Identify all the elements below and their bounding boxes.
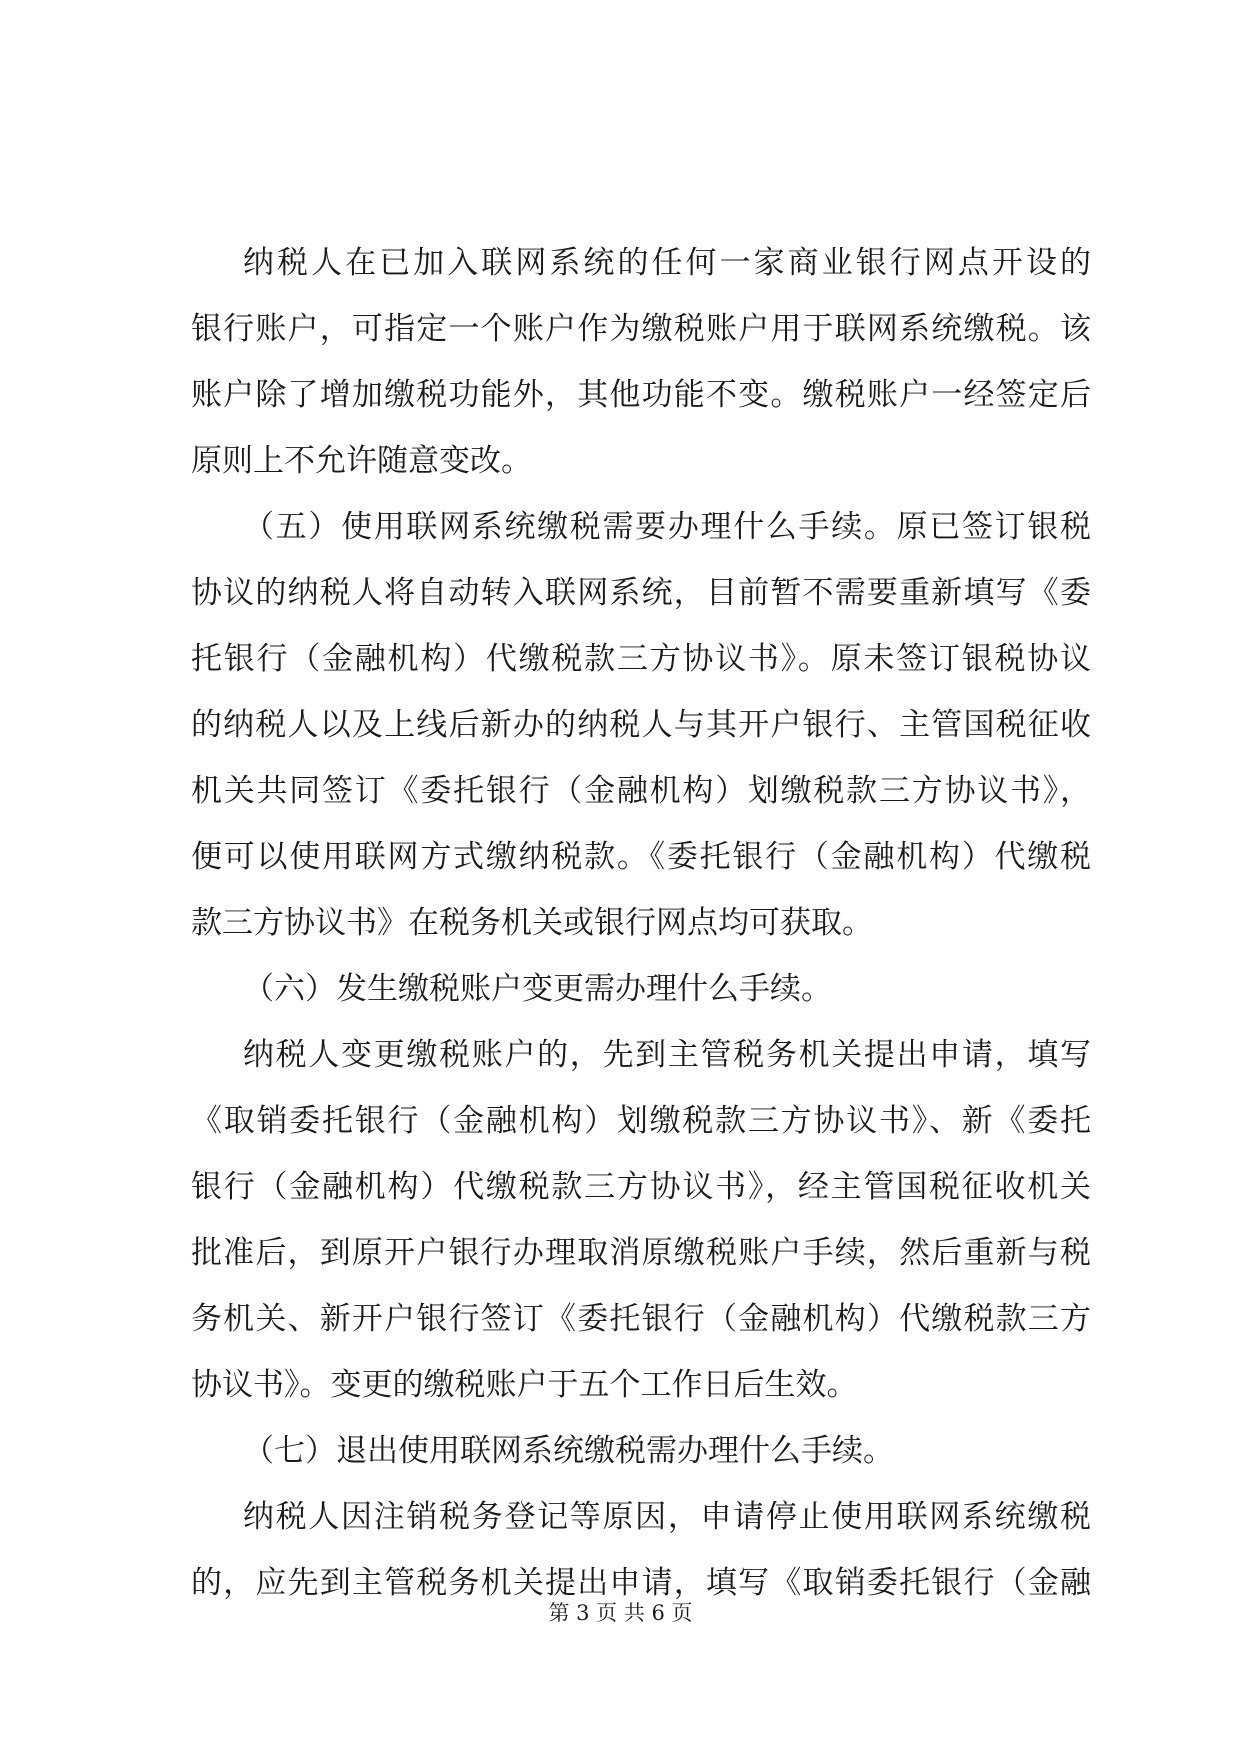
text-line: 原则上不允许随意变改。: [191, 443, 532, 479]
text-line: 机关共同签订《委托银行（金融机构）划缴税款三方协议书》，: [191, 773, 1091, 809]
text-line: 便可以使用联网方式缴纳税款。《委托银行（金融机构）代缴税: [191, 839, 1091, 875]
text-line: 款三方协议书》在税务机关或银行网点均可获取。: [191, 905, 873, 941]
text-line: 纳税人变更缴税账户的，先到主管税务机关提出申请，填写: [243, 1037, 1091, 1073]
text-line: 的，应先到主管税务机关提出申请，填写《取销委托银行（金融: [191, 1565, 1091, 1601]
section-heading: （六）发生缴税账户变更需办理什么手续。: [243, 971, 832, 1007]
page-number-label: 第 3 页 共 6 页: [548, 1601, 693, 1625]
page-footer: [0, 1598, 1241, 1628]
text-line: 纳税人在已加入联网系统的任何一家商业银行网点开设的: [243, 245, 1091, 281]
text-line: 务机关、新开户银行签订《委托银行（金融机构）代缴税款三方: [191, 1301, 1091, 1337]
text-line: 协议的纳税人将自动转入联网系统，目前暂不需要重新填写《委: [191, 575, 1091, 611]
document-body: [191, 230, 1091, 1616]
section-heading: （七）退出使用联网系统缴税需办理什么手续。: [243, 1433, 894, 1469]
text-line: 托银行（金融机构）代缴税款三方协议书》。原未签订银税协议: [191, 641, 1091, 677]
text-line: 协议书》。变更的缴税账户于五个工作日后生效。: [191, 1367, 858, 1403]
text-line: 纳税人因注销税务登记等原因，申请停止使用联网系统缴税: [243, 1499, 1091, 1535]
text-line: 银行账户，可指定一个账户作为缴税账户用于联网系统缴税。该: [191, 311, 1091, 347]
text-line: 批准后，到原开户银行办理取消原缴税账户手续，然后重新与税: [191, 1235, 1091, 1271]
text-line: 银行（金融机构）代缴税款三方协议书》，经主管国税征收机关: [191, 1169, 1091, 1205]
text-line: （五）使用联网系统缴税需要办理什么手续。原已签订银税: [243, 509, 1091, 545]
text-line: 的纳税人以及上线后新办的纳税人与其开户银行、主管国税征收: [191, 707, 1091, 743]
text-line: 账户除了增加缴税功能外，其他功能不变。缴税账户一经签定后: [191, 377, 1091, 413]
text-line: 《取销委托银行（金融机构）划缴税款三方协议书》、新《委托: [191, 1103, 1091, 1139]
